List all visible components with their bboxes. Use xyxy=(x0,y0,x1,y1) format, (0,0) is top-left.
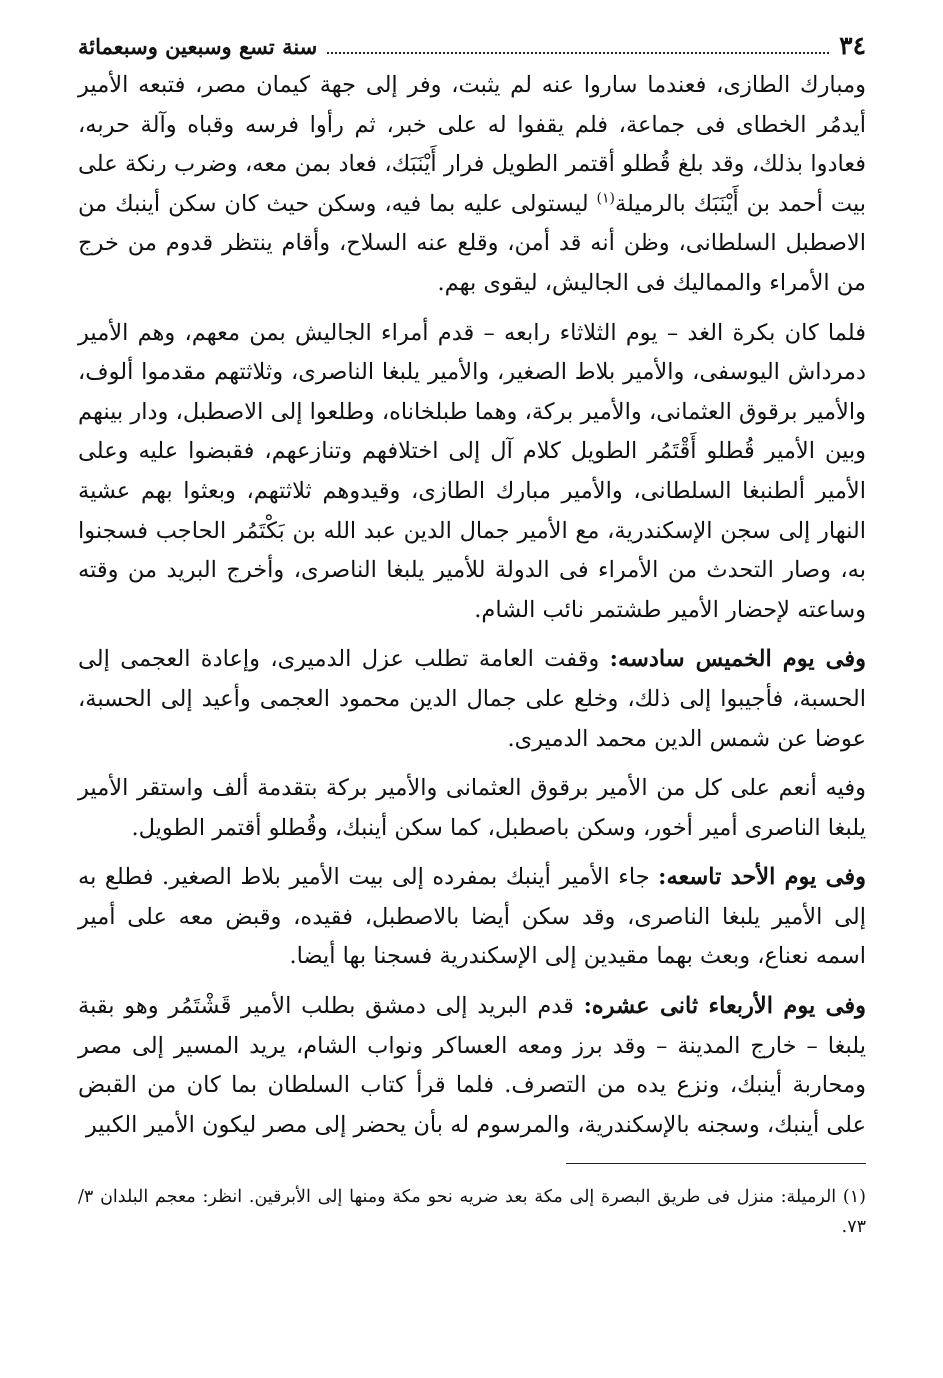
paragraph-4 xyxy=(78,769,866,848)
paragraph-1 xyxy=(78,66,866,304)
paragraph-lead: وفى يوم الأحد تاسعه: xyxy=(658,864,866,891)
footnote-reference[interactable]: (١) xyxy=(596,190,615,207)
paragraph-2 xyxy=(78,314,866,631)
paragraph-5 xyxy=(78,858,866,977)
paragraph-lead: وفى يوم الأربعاء ثانى عشره: xyxy=(583,993,866,1020)
paragraph-text: فلما كان بكرة الغد – يوم الثلاثاء رابعه – قدم أمراء الجاليش بمن معهم، وهم الأمير دمرداش اليوسفى، والأمير بلاط الصغير، والأمير يلبغا الناصرى، وثلاثتهم مقدموا ألوف، والأمير برقوق العثمانى، والأمير بركة، وهما طبلخاناه، وطلعوا إلى الاصطبل، ودار بينهم وبين الأمير قُطلو أَقْتَمُر الطويل كلام آل إلى اختلافهم وتنازعهم، فقبضوا عليه وعلى الأمير ألطنبغا السلطانى، والأمير مبارك الطازى، وقيدوهم ثلاثتهم، وبعثوا بهم عشية النهار إلى سجن الإسكندرية، مع الأمير جمال الدين عبد الله بن بَكْتَمُر الحاجب فسجنوا به، وصار التحدث من الأمراء فى الدولة للأمير يلبغا الناصرى، وأخرج البريد من وقته وساعته لإحضار الأمير طشتمر نائب الشام. xyxy=(78,319,866,623)
paragraph-lead: وفى يوم الخميس سادسه: xyxy=(609,646,866,673)
dotted-leader xyxy=(327,52,829,54)
page-number: ٣٤ xyxy=(839,31,866,60)
running-title: سنة تسع وسبعين وسبعمائة xyxy=(78,34,318,59)
footnote: (١) الرميلة: منزل فى طريق البصرة إلى مكة بعد ضريه نحو مكة ومنها إلى الأبرقين. انظر: معجم البلدان ٣/ ٧٣. xyxy=(78,1186,866,1237)
paragraph-3 xyxy=(78,640,866,759)
paragraph-text: جاء الأمير أينبك بمفرده إلى بيت الأمير بلاط الصغير. فطلع به إلى الأمير يلبغا الناصرى، وقد سكن أيضا بالاصطبل، فقيده، وقبض معه على أمير اسمه نعناع، وبعث بهما مقيدين إلى الإسكندرية فسجنا بها أيضا. xyxy=(78,864,866,970)
footnote-divider xyxy=(566,1163,866,1164)
paragraph-text: قدم البريد إلى دمشق بطلب الأمير قَشْتَمُر وهو بقبة يلبغا – خارج المدينة – وقد برز ومعه العساكر ونواب الشام، يريد المسير إلى مصر ومحاربة أينبك، ونزع يده من التصرف. فلما قرأ كتاب السلطان بما كان من القبض على أينبك، وسجنه بالإسكندرية، والمرسوم له بأن يحضر إلى مصر ليكون الأمير الكبير xyxy=(78,993,866,1138)
running-header xyxy=(78,28,866,66)
paragraph-text: ومبارك الطازى، فعندما ساروا عنه لم يثبت، وفر إلى جهة كيمان مصر، فتبعه الأمير أيدمُر الخطاى فى جماعة، فلم يقفوا له على خبر، ثم رأوا فرسه وقباه وآلة حربه، فعادوا بذلك، وقد بلغ قُطلو أقتمر الطويل فرار أَيْنَبَك، فعاد بمن معه، وضرب رنكة على بيت أحمد بن أَيْنَبَك بالرميلة xyxy=(78,72,866,217)
book-page xyxy=(78,28,866,1259)
paragraph-text: وفيه أنعم على كل من الأمير برقوق العثمانى والأمير بركة بتقدمة ألف واستقر الأمير يلبغا الناصرى أمير أخور، وسكن باصطبل، كما سكن أينبك، وقُطلو أقتمر الطويل. xyxy=(78,775,866,841)
paragraph-text: وقفت العامة تطلب عزل الدميرى، وإعادة العجمى إلى الحسبة، فأجيبوا إلى ذلك، وخلع على جمال الدين محمود العجمى وأعيد إلى الحسبة، عوضا عن شمس الدين محمد الدميرى. xyxy=(78,646,866,752)
paragraph-6 xyxy=(78,987,866,1145)
paragraph-text-continued: ليستولى عليه بما فيه، وسكن حيث كان سكن أينبك من الاصطبل السلطانى، وظن أنه قد أمن، وقلع عنه السلاح، وأقام ينتظر قدوم من خرج من الأمراء والمماليك فى الجاليش، ليقوى بهم. xyxy=(78,190,866,296)
